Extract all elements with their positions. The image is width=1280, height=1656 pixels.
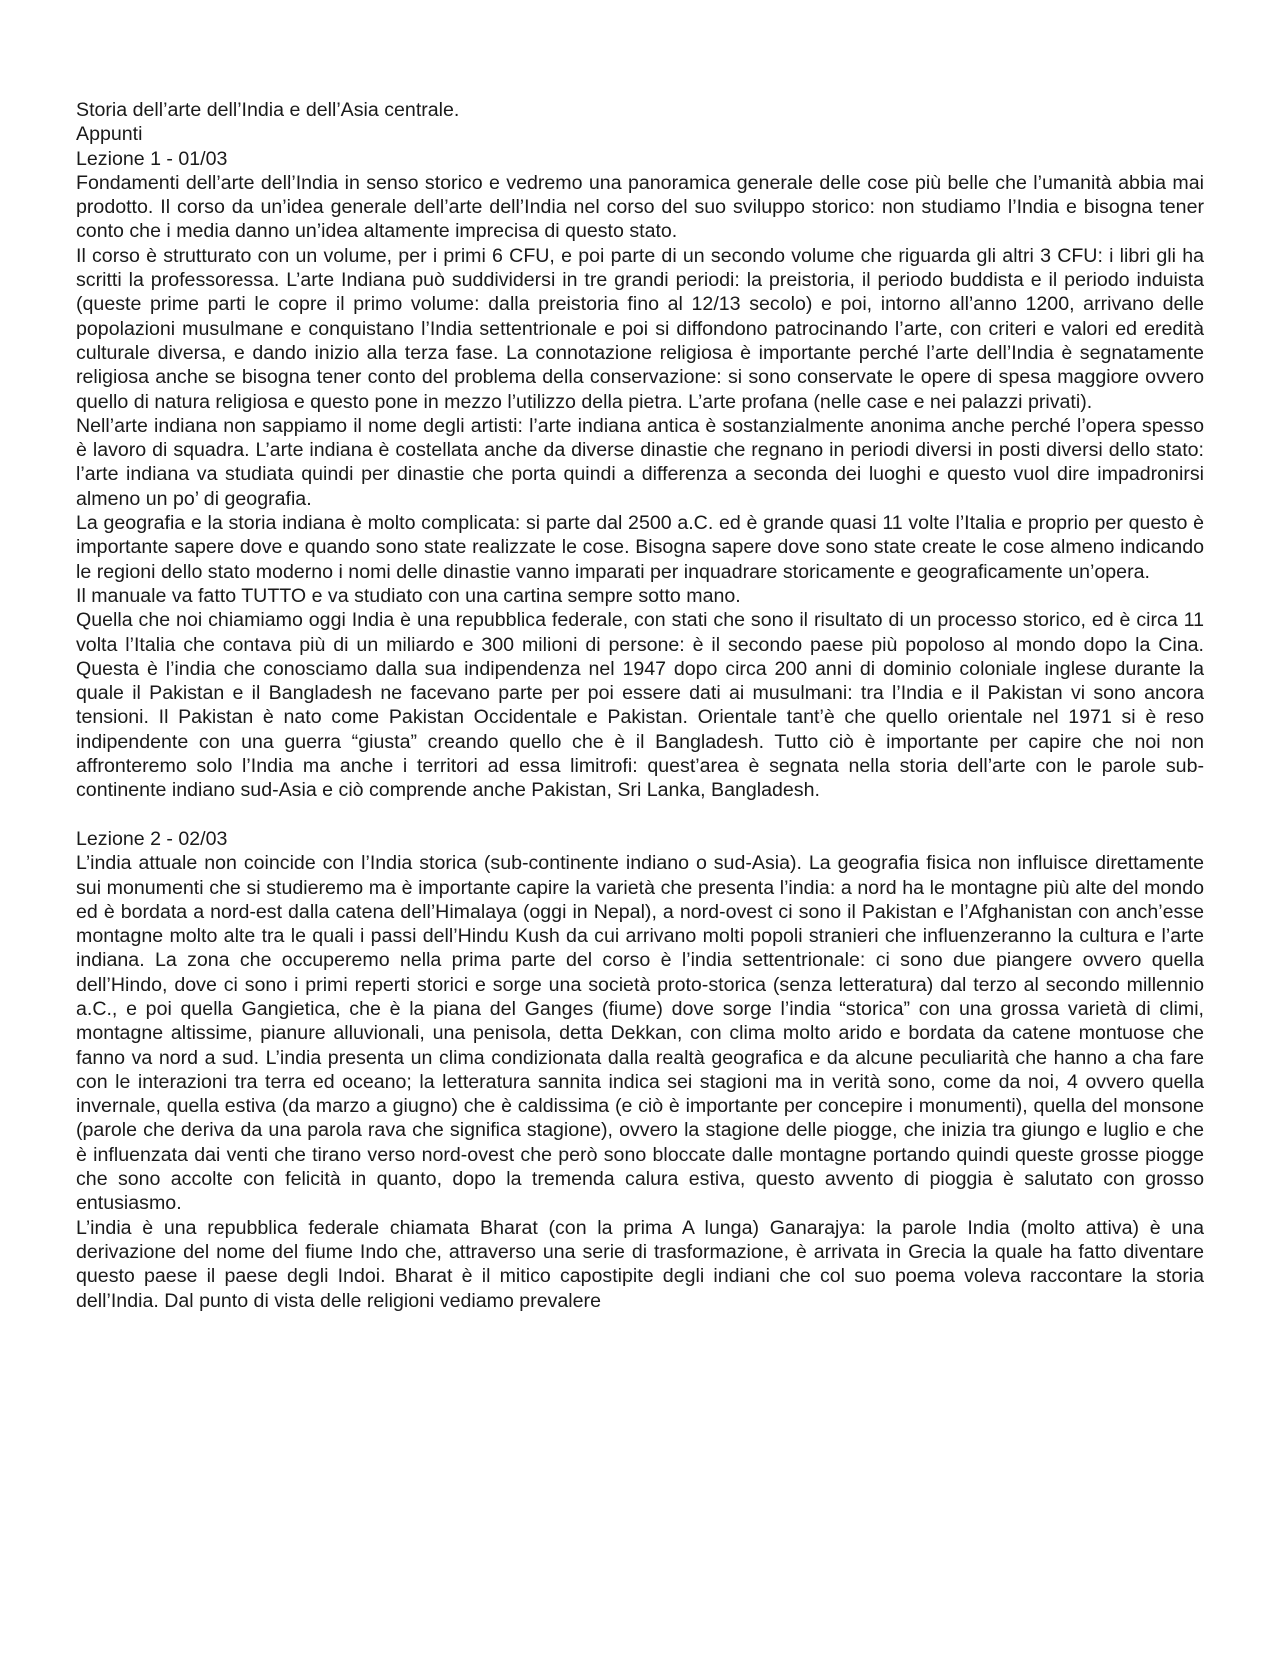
lesson-1-paragraph-2: Il corso è strutturato con un volume, per i primi 6 CFU, e poi parte di un secondo volume che riguarda gli altri 3 CFU: i libri gli ha scritti la professoressa. L’arte Indiana può suddividersi in tre grandi periodi: la preistoria, il periodo buddista e il periodo induista (queste prime parti le copre il primo volume: dalla preistoria fino al 12/13 secolo) e poi, intorno all’anno 1200, arrivano delle popolazioni musulmane e conquistano l’India settentrionale e poi si diffondono patrocinando l’arte, con criteri e valori ed eredità culturale diversa, e dando inizio alla terza fase. La connotazione religiosa è importante perché l’arte dell’India è segnatamente religiosa anche se bisogna tener conto del problema della conservazione: si sono conservate le opere di spesa maggiore ovvero quello di natura religiosa e questo pone in mezzo l’utilizzo della pietra. L’arte profana (nelle case e nei palazzi privati). xyxy=(76,244,1204,413)
lesson-2-heading: Lezione 2 - 02/03 xyxy=(76,827,228,850)
lesson-1-heading: Lezione 1 - 01/03 xyxy=(76,147,228,170)
lesson-1-paragraph-4: La geografia e la storia indiana è molto complicata: si parte dal 2500 a.C. ed è grande quasi 11 volte l’Italia e proprio per questo è importante sapere dove e quando sono state realizzate le cose. Bisogna sapere dove sono state create le cose almeno indicando le regioni dello stato moderno i nomi delle dinastie vanno imparati per inquadrare storicamente e geograficamente un’opera. xyxy=(76,512,1204,583)
lesson-1-paragraph-5: Il manuale va fatto TUTTO e va studiato con una cartina sempre sotto mano. xyxy=(76,584,741,607)
lesson-1-paragraph-6: Quella che noi chiamiamo oggi India è una repubblica federale, con stati che sono il risultato di un processo storico, ed è circa 11 volta l’Italia che contava più di un miliardo e 300 milioni di persone: è il secondo paese più popoloso al mondo dopo la Cina. Questa è l’india che conosciamo dalla sua indipendenza nel 1947 dopo circa 200 anni di dominio coloniale inglese durante la quale il Pakistan e il Bangladesh ne facevano parte per poi essere dati ai musulmani: tra l’India e il Pakistan vi sono ancora tensioni. Il Pakistan è nato come Pakistan Occidentale e Pakistan. Orientale tant’è che quello orientale nel 1971 si è reso indipendente con una guerra “giusta” creando quello che è il Bangladesh. Tutto ciò è importante per capire che noi non affronteremo solo l’India ma anche i territori ad essa limitrofi: quest’area è segnata nella storia dell’arte con le parole sub-continente indiano sud-Asia e ciò comprende anche Pakistan, Sri Lanka, Bangladesh. xyxy=(76,609,1204,802)
lesson-1-paragraph-3: Nell’arte indiana non sappiamo il nome degli artisti: l’arte indiana antica è sostanzialmente anonima anche perché l’opera spesso è lavoro di squadra. L’arte indiana è costellata anche da diverse dinastie che regnano in periodi diversi in posti diversi dello stato: l’arte indiana va studiata quindi per dinastie che porta quindi a differenza a seconda dei luoghi e questo vuol dire impadronirsi almeno un po’ di geografia. xyxy=(76,414,1204,510)
lesson-2-paragraph-2: L’india è una repubblica federale chiamata Bharat (con la prima A lunga) Ganarajya: la parole India (molto attiva) è una derivazione del nome del fiume Indo che, attraverso una serie di trasformazione, è arrivata in Grecia la quale ha fatto diventare questo paese il paese degli Indoi. Bharat è il mitico capostipite degli indiani che col suo poema voleva raccontare la storia dell’India. Dal punto di vista delle religioni vediamo prevalere xyxy=(76,1216,1204,1312)
document-page xyxy=(76,98,1204,1313)
section-spacer xyxy=(76,803,1204,827)
document-subtitle: Appunti xyxy=(76,123,143,146)
lesson-2-paragraph-1: L’india attuale non coincide con l’India storica (sub-continente indiano o sud-Asia). La geografia fisica non influisce direttamente sui monumenti che si studieremo ma è importante capire la varietà che presenta l’india: a nord ha le montagne più alte del mondo ed è bordata a nord-est dalla catena dell’Himalaya (oggi in Nepal), a nord-ovest ci sono il Pakistan e l’Afghanistan con anch’esse montagne molto alte tra le quali i passi dell’Hindu Kush da cui arrivano molti popoli stranieri che influenzeranno la cultura e l’arte indiana. La zona che occuperemo nella prima parte del corso è l’india settentrionale: ci sono due piangere ovvero quella dell’Hindo, dove ci sono i primi reperti storici e sorge una società proto-storica (senza letteratura) dal terzo al secondo millennio a.C., e poi quella Gangietica, che è la piana del Ganges (fiume) dove sorge l’india “storica” con una grossa varietà di climi, montagne altissime, pianure alluvionali, una penisola, detta Dekkan, con clima molto arido e bordata da catene montuose che fanno va nord a sud. L’india presenta un clima condizionata dalla realtà geografica e da alcune peculiarità che hanno a cha fare con le interazioni tra terra ed oceano; la letteratura sannita indica sei stagioni ma in verità sono, come da noi, 4 ovvero quella invernale, quella estiva (da marzo a giugno) che è caldissima (e ciò è importante per concepire i monumenti), quella del monsone (parole che deriva da una parola rava che significa stagione), ovvero la stagione delle piogge, che inizia tra giungo e luglio e che è influenzata dai venti che tirano verso nord-ovest che però sono bloccate dalle montagne portando quindi queste grosse piogge che sono accolte con felicità in quanto, dopo la tremenda calura estiva, questo avvento di pioggia è salutato con grosso entusiasmo. xyxy=(76,852,1204,1215)
document-title: Storia dell’arte dell’India e dell’Asia centrale. xyxy=(76,99,460,121)
lesson-1-paragraph-1: Fondamenti dell’arte dell’India in senso storico e vedremo una panoramica generale delle cose più belle che l’umanità abbia mai prodotto. Il corso da un’idea generale dell’arte dell’India nel corso del suo sviluppo storico: non studiamo l’India e bisogna tener conto che i media danno un’idea altamente imprecisa di questo stato. xyxy=(76,171,1204,243)
